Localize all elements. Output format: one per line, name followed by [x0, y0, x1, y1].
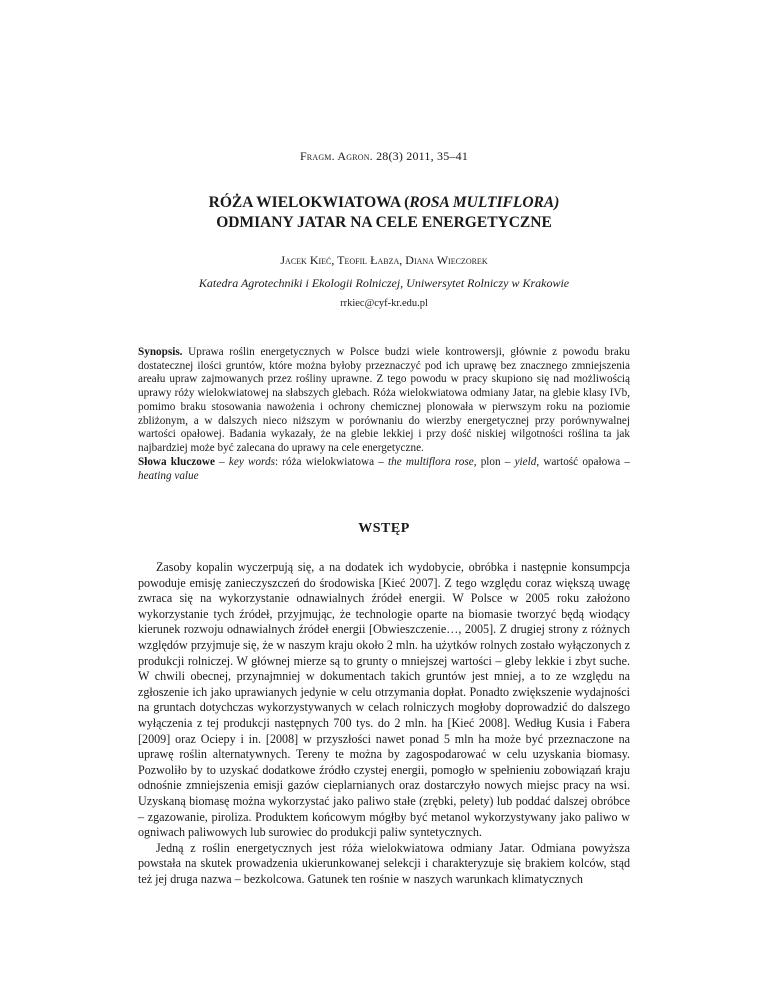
keywords-sep: –	[214, 456, 229, 468]
article-title	[138, 193, 630, 233]
keywords-en-label: key words	[228, 456, 275, 468]
keyword-2: , plon –	[473, 456, 515, 468]
keyword-1: : róża wielokwiatowa –	[274, 456, 389, 468]
keyword-3: , wartość opałowa –	[536, 456, 631, 468]
paragraph-2: Jedną z roślin energetycznych jest róża wielokwiatowa odmiany Jatar. Odmiana powyższa powstała na skutek prowadzenia ukierunkowanej selekcji i charakteryzuje się brakiem kolców, stąd też jej druga nazwa – bezkolcowa. Gatunek ten rośnie w naszych warunkach klimatycznych	[138, 840, 630, 886]
keywords-label: Słowa kluczowe	[138, 456, 215, 468]
authors: Jacek Kieć, Teofil Łabza, Diana Wieczorek	[280, 253, 488, 267]
author-email: rrkiec@cyf-kr.edu.pl	[340, 298, 428, 309]
section-heading: WSTĘP	[358, 521, 410, 536]
title-line-1-text: RÓŻA WIELOKWIATOWA (	[208, 194, 410, 211]
paragraph-1: Zasoby kopalin wyczerpują się, a na dodatek ich wydobycie, obróbka i następnie konsumpcja powoduje emisję zanieczyszczeń do środowiska [Kieć 2007]. Z tego względu coraz większą uwagę zwraca się na wykorzystanie odnawialnych źródeł energii. W Polsce w 2005 roku założono wykorzystanie tych źródeł, przyjmując, że technologie oparte na biomasie tworzyć będą wiodący kierunek rozwoju odnawialnych źródeł energii [Obwieszczenie…, 2005]. Z drugiej strony z różnych względów przyjmuje się, że w naszym kraju około 2 mln. ha użytków rolnych zostało wyłączonych z produkcji rolniczej. W głównej mierze są to grunty o mniejszej wartości – gleby lekkie i zbyt suche. W chwili obecnej, przynajmniej w dokumentach takich gruntów jest mniej, a to ze względu na zgłoszenie ich jako uprawianych jedynie w celu otrzymania dopłat. Ponadto zwiększenie wydajności na gruntach dotychczas wykorzystywanych w celach rolniczych mogłoby doprowadzić do dalszego wyłączenia z tej produkcji następnych 700 tys. do 2 mln. ha [Kieć 2008]. Według Kusia i Fabera [2009] oraz Ociepy i in. [2008] w przyszłości nawet ponad 5 mln ha może być przeznaczone na uprawę roślin alternatywnych. Tereny te można by zagospodarować w celu uzyskania biomasy. Pozwoliło by to uzyskać dodatkowe źródło czystej energii, pomogło w spełnieniu zobowiązań kraju odnośnie zmniejszenia emisji gazów cieplarnianych oraz dostarczyło nowych miejsc pracy na wsi. Uzyskaną biomasę można wykorzystać jako paliwo stałe (zrębki, pelety) lub poddać dalszej obróbce – zgazowanie, piroliza. Produktem końcowym mógłby być metanol wykorzystywany jako paliwo w ogniwach paliwowych lub surowiec do produkcji paliw syntetycznych.	[138, 560, 630, 840]
title-line-2: ODMIANY JATAR NA CELE ENERGETYCZNE	[216, 214, 552, 231]
title-line-1	[138, 193, 630, 213]
abstract	[138, 346, 630, 456]
affiliation: Katedra Agrotechniki i Ekologii Rolniczej, Uniwersytet Rolniczy w Krakowie	[198, 276, 570, 290]
abstract-text: Uprawa roślin energetycznych w Polsce budzi wiele kontrowersji, głównie z powodu braku dostatecznej ilości gruntów, które można byłoby przeznaczyć pod ich uprawę bez znacznego zmniejszenia areału upraw zajmowanych przez rośliny uprawne. Z tego powodu w pracy skupiono się nad możliwością uprawy róży wielokwiatowej na słabszych glebach. Róża wielokwiatowa odmiany Jatar, na glebie klasy IVb, pomimo braku stosowania nawożenia i ochrony chemicznej plonowała w pierwszym roku na poziomie zbliżonym, a w dalszych nieco niższym w porównaniu do wierzby energetycznej przy porównywalnej wartości opałowej. Badania wykazały, że na glebie lekkiej i przy dość niskiej wilgotności roślina ta jak najbardziej może być zalecana do uprawy na cele energetyczne.	[138, 346, 631, 454]
body-text	[138, 560, 630, 887]
keyword-3-en: heating value	[138, 469, 199, 482]
abstract-label: Synopsis.	[138, 346, 183, 358]
keyword-2-en: yield	[514, 456, 537, 468]
title-latin-name: ROSA MULTIFLORA)	[409, 194, 560, 211]
keywords	[138, 456, 630, 483]
journal-header: Fragm. Agron. 28(3) 2011, 35–41	[299, 149, 469, 163]
keyword-1-en: the multiflora rose	[388, 456, 474, 468]
